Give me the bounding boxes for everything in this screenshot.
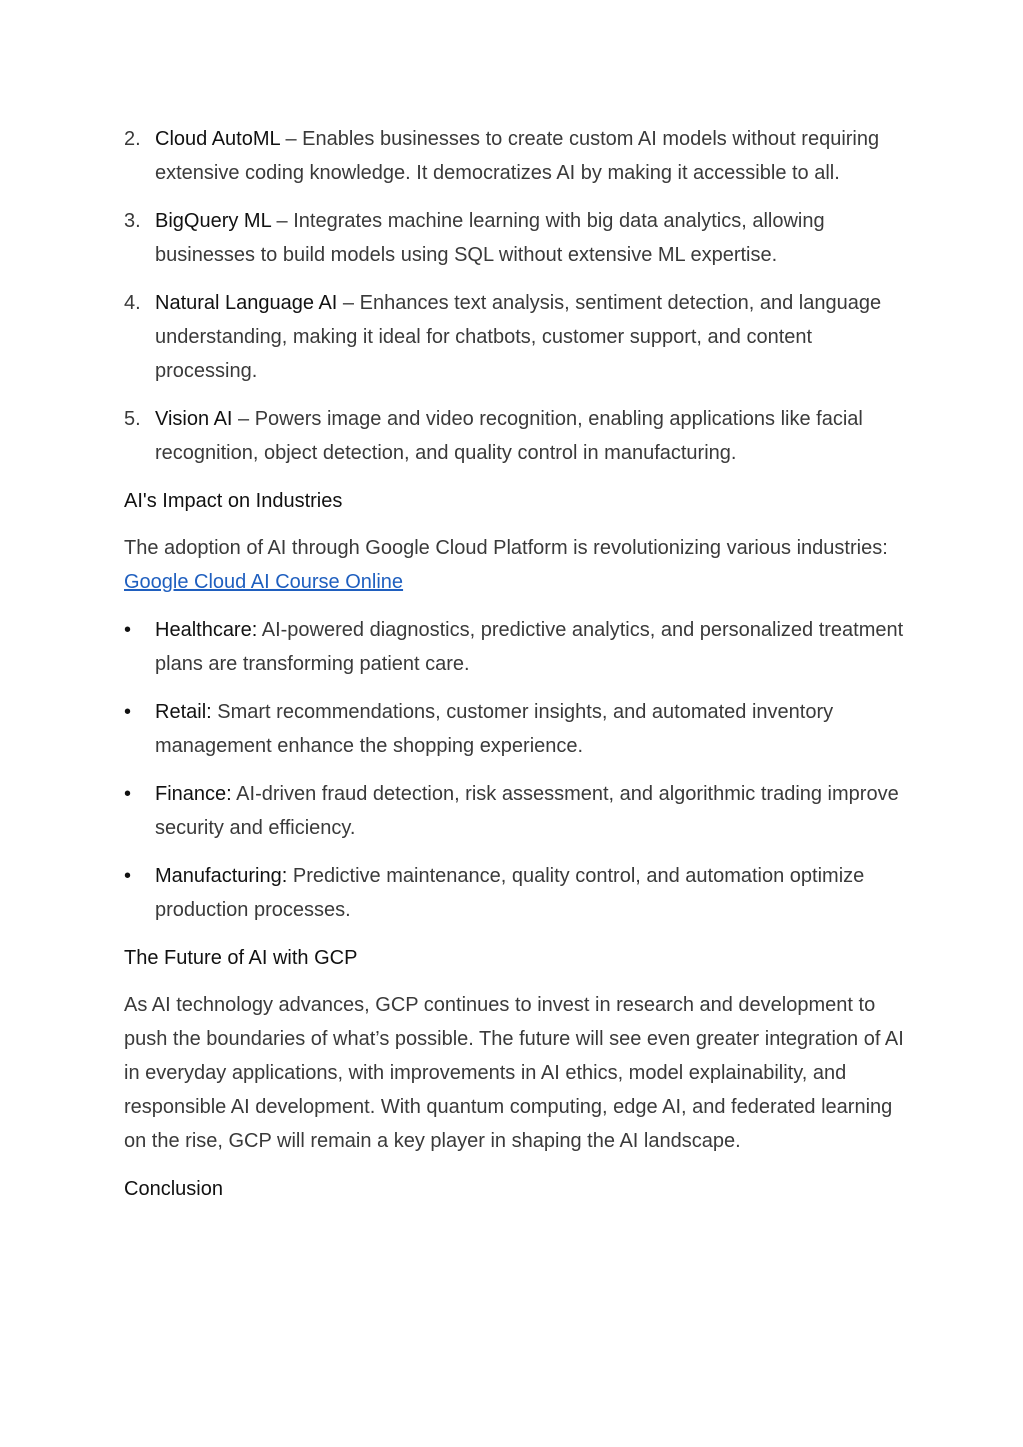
list-number: 3.	[124, 210, 141, 232]
list-item	[124, 122, 904, 190]
list-term: Vision AI	[155, 408, 233, 430]
list-item	[124, 286, 904, 388]
list-term: Cloud AutoML	[155, 128, 280, 150]
industry-term: Healthcare:	[155, 619, 258, 641]
industry-term: Manufacturing:	[155, 865, 288, 887]
bullet-icon: •	[124, 783, 132, 805]
list-text: – Enables businesses to create custom AI models without requiring extensive coding knowledge. It democratizes AI by making it accessible to all.	[155, 128, 880, 184]
list-text: – Integrates machine learning with big data analytics, allowing businesses to build models using SQL without extensive ML expertise.	[155, 210, 825, 266]
list-item	[124, 613, 904, 681]
list-item	[124, 695, 904, 763]
industry-text: AI-powered diagnostics, predictive analytics, and personalized treatment plans are transforming patient care.	[155, 619, 904, 675]
bullet-icon: •	[124, 701, 132, 723]
gcp-services-list	[124, 122, 904, 470]
document-page	[124, 122, 904, 1219]
list-item	[124, 859, 904, 927]
course-link[interactable]: Google Cloud AI Course Online	[124, 571, 404, 593]
industry-text: Predictive maintenance, quality control, and automation optimize production processes.	[155, 865, 865, 921]
list-item	[124, 777, 904, 845]
list-term: BigQuery ML	[155, 210, 271, 232]
impact-heading: AI's Impact on Industries	[124, 490, 343, 512]
impact-intro	[124, 531, 904, 599]
list-item	[124, 204, 904, 272]
bullet-icon: •	[124, 865, 132, 887]
industry-text: AI-driven fraud detection, risk assessment, and algorithmic trading improve security and efficiency.	[155, 783, 899, 839]
list-item	[124, 402, 904, 470]
list-number: 4.	[124, 292, 141, 314]
industry-term: Retail:	[155, 701, 212, 723]
bullet-icon: •	[124, 619, 132, 641]
list-number: 2.	[124, 128, 141, 150]
list-text: – Enhances text analysis, sentiment detection, and language understanding, making it ideal for chatbots, customer support, and content processing.	[155, 292, 882, 382]
list-text: – Powers image and video recognition, enabling applications like facial recognition, object detection, and quality control in manufacturing.	[155, 408, 863, 464]
future-heading: The Future of AI with GCP	[124, 947, 358, 969]
impact-intro-text: The adoption of AI through Google Cloud Platform is revolutionizing various industries:	[124, 537, 888, 559]
industries-list	[124, 613, 904, 927]
industry-term: Finance:	[155, 783, 232, 805]
industry-text: Smart recommendations, customer insights, and automated inventory management enhance the shopping experience.	[155, 701, 834, 757]
future-body: As AI technology advances, GCP continues to invest in research and development to push the boundaries of what’s possible. The future will see even greater integration of AI in everyday applications, with improvements in AI ethics, model explainability, and responsible AI development. With quantum computing, edge AI, and federated learning on the rise, GCP will remain a key player in shaping the AI landscape.	[124, 994, 904, 1152]
list-term: Natural Language AI	[155, 292, 338, 314]
list-number: 5.	[124, 408, 141, 430]
conclusion-heading: Conclusion	[124, 1178, 223, 1200]
